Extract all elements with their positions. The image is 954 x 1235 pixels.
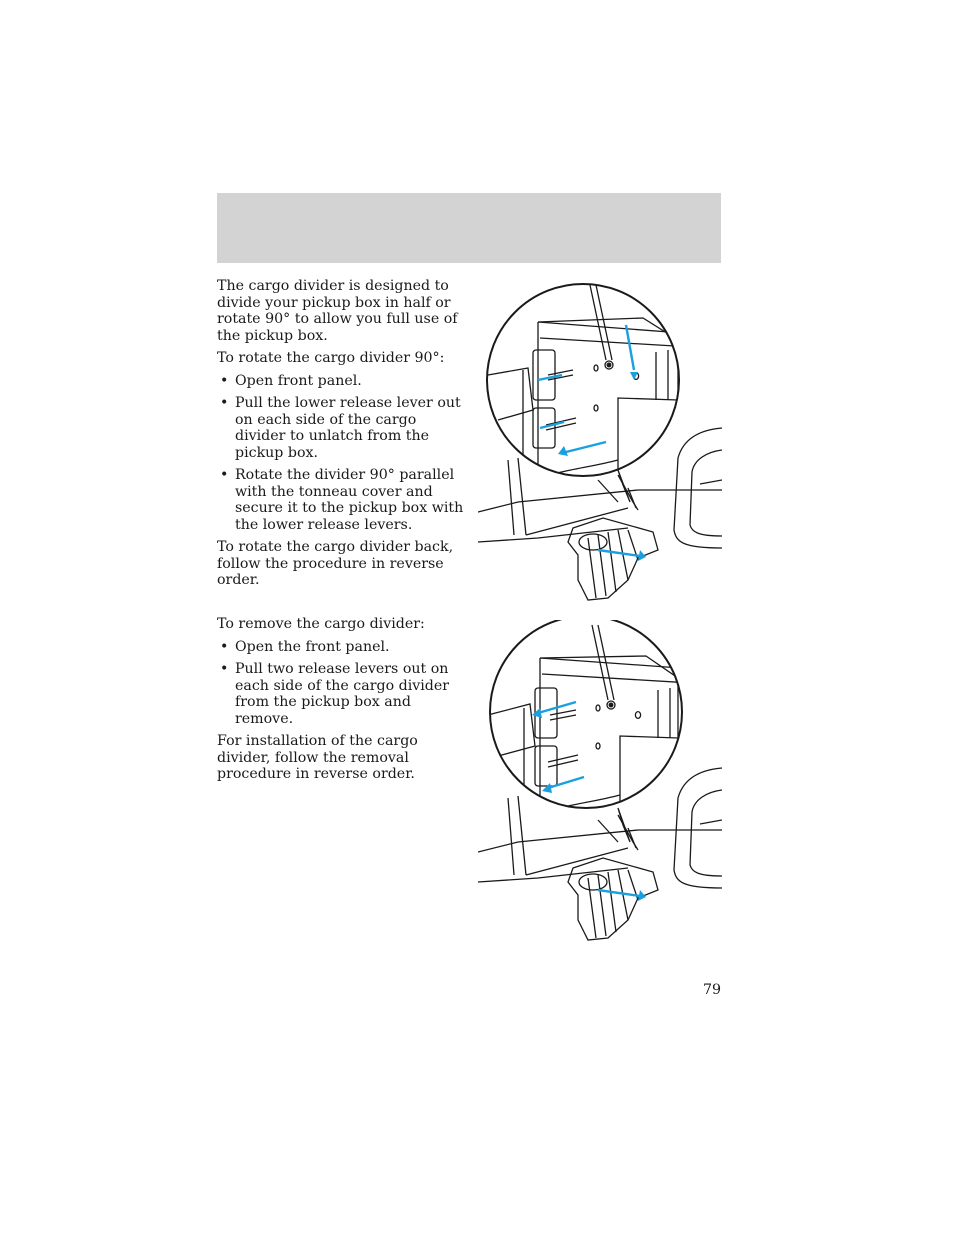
- rotate-steps: [217, 373, 467, 534]
- cargo-divider-remove-illustration: [478, 620, 722, 942]
- rotate-outro: To rotate the cargo divider back, follow the procedure in reverse order.: [217, 539, 454, 588]
- list-item: • Open front panel.: [217, 373, 467, 390]
- page-number: 79: [702, 982, 721, 998]
- rotate-lead: To rotate the cargo divider 90°:: [217, 350, 445, 366]
- list-item: • Pull the lower release lever out on each side of the cargo divider to unlatch from the pickup box.: [217, 395, 467, 461]
- section-header-bar: [217, 193, 721, 263]
- arrow-right-icon: [598, 890, 640, 896]
- remove-instructions: [217, 616, 467, 789]
- list-item: • Open the front panel.: [217, 639, 467, 656]
- list-item: • Pull two release levers out on each side of the cargo divider from the pickup box and remove.: [217, 661, 467, 727]
- remove-lead: To remove the cargo divider:: [217, 616, 425, 632]
- cargo-divider-rotate-illustration: [478, 280, 722, 602]
- intro-paragraph: The cargo divider is designed to divide your pickup box in half or rotate 90° to allow you full use of the pickup box.: [217, 278, 458, 344]
- remove-steps: [217, 639, 467, 728]
- rotate-instructions: [217, 278, 467, 595]
- remove-outro: For installation of the cargo divider, follow the removal procedure in reverse order.: [217, 733, 418, 782]
- list-item: • Rotate the divider 90° parallel with the tonneau cover and secure it to the pickup box with the lower release levers.: [217, 467, 467, 533]
- arrow-right-icon: [598, 550, 640, 556]
